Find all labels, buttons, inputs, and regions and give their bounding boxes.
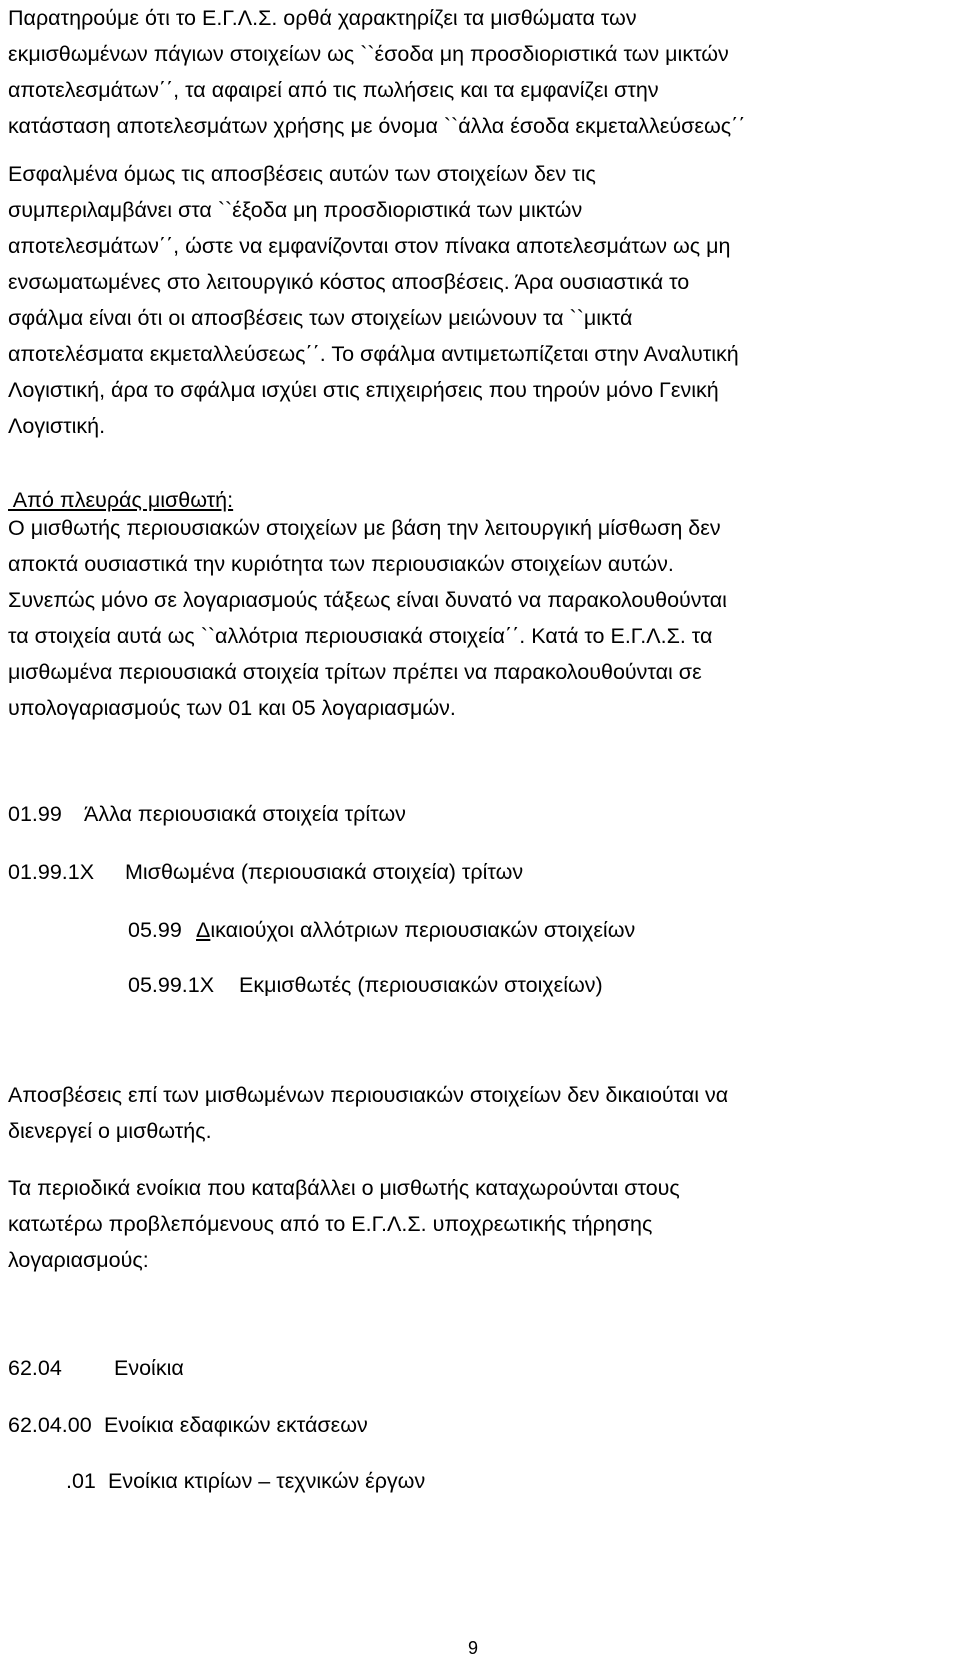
paragraph-2 [8,156,948,444]
text-line: Ο μισθωτής περιουσιακών στοιχείων με βάση την λειτουργική μίσθωση δεν [8,516,721,540]
text-line: αποτελέσματα εκμεταλλεύσεως΄΄. Το σφάλμα αντιμετωπίζεται στην Αναλυτική [8,342,739,366]
text-line: κατωτέρω προβλεπόμενους από το Ε.Γ.Λ.Σ. υποχρεωτικής τήρησης [8,1212,653,1236]
account-label: Ενοίκια εδαφικών εκτάσεων [104,1413,368,1437]
text-line: συμπεριλαμβάνει στα ``έξοδα μη προσδιοριστικά των μικτών [8,198,583,222]
text-line: εκμισθωμένων πάγιων στοιχείων ως ``έσοδα μη προσδιοριστικά των μικτών [8,42,729,66]
account-label-rest: ικαιούχοι αλλότριων περιουσιακών στοιχείων [210,918,636,942]
account-entry [66,1466,425,1496]
account-code: 05.99 [128,918,182,942]
account-label-initial: Δ [196,918,211,942]
account-entry [128,970,603,1000]
account-entry [8,799,406,829]
text-line: αποτελεσμάτων΄΄, τα αφαιρεί από τις πωλήσεις και τα εμφανίζει στην [8,78,659,102]
account-code: 62.04.00 [8,1413,92,1437]
paragraph-3 [8,510,948,726]
account-code: 01.99 [8,802,62,826]
account-label: Ενοίκια κτιρίων – τεχνικών έργων [108,1469,426,1493]
text-line: Εσφαλμένα όμως τις αποσβέσεις αυτών των στοιχείων δεν τις [8,162,596,186]
section-heading: Από πλευράς μισθωτή: [8,488,234,512]
account-code: 01.99.1Χ [8,860,95,884]
account-entry [8,857,523,887]
account-entry [128,915,635,945]
text-line: Παρατηρούμε ότι το Ε.Γ.Λ.Σ. ορθά χαρακτηρίζει τα μισθώματα των [8,6,637,30]
account-code: 62.04 [8,1356,62,1380]
text-line: αποκτά ουσιαστικά την κυριότητα των περιουσιακών στοιχείων αυτών. [8,552,674,576]
text-line: μισθωμένα περιουσιακά στοιχεία τρίτων πρέπει να παρακολουθούνται σε [8,660,702,684]
page-number: 9 [468,1638,479,1658]
text-line: ενσωματωμένες στο λειτουργικό κόστος αποσβέσεις. Άρα ουσιαστικά το [8,270,690,294]
text-line: υπολογαριασμούς των 01 και 05 λογαριασμών. [8,696,456,720]
text-line: Λογιστική, άρα το σφάλμα ισχύει στις επιχειρήσεις που τηρούν μόνο Γενική [8,378,719,402]
text-line: Αποσβέσεις επί των μισθωμένων περιουσιακών στοιχείων δεν δικαιούται να [8,1083,729,1107]
text-line: Λογιστική. [8,414,106,438]
text-line: διενεργεί ο μισθωτής. [8,1119,212,1143]
text-line: λογαριασμούς: [8,1248,149,1272]
paragraph-5 [8,1170,948,1278]
text-line: τα στοιχεία αυτά ως ``αλλότρια περιουσιακά στοιχεία΄΄. Κατά το Ε.Γ.Λ.Σ. τα [8,624,713,648]
paragraph-1 [8,0,948,144]
account-label: Μισθωμένα (περιουσιακά στοιχεία) τρίτων [125,860,524,884]
account-label: Ενοίκια [114,1356,184,1380]
account-entry [8,1410,368,1440]
text-line: Συνεπώς μόνο σε λογαριασμούς τάξεως είναι δυνατό να παρακολουθούνται [8,588,727,612]
text-line: αποτελεσμάτων΄΄, ώστε να εμφανίζονται στον πίνακα αποτελεσμάτων ως μη [8,234,731,258]
account-code: .01 [66,1469,96,1493]
account-label: Εκμισθωτές (περιουσιακών στοιχείων) [239,973,603,997]
account-entry [8,1353,184,1383]
paragraph-4 [8,1077,948,1149]
text-line: σφάλμα είναι ότι οι αποσβέσεις των στοιχείων μειώνουν τα ``μικτά [8,306,633,330]
account-label [196,915,635,945]
account-code: 05.99.1Χ [128,973,215,997]
text-line: κατάσταση αποτελεσμάτων χρήσης με όνομα ``άλλα έσοδα εκμεταλλεύσεως΄΄ [8,114,746,138]
account-label: Άλλα περιουσιακά στοιχεία τρίτων [84,802,406,826]
text-line: Τα περιοδικά ενοίκια που καταβάλλει ο μισθωτής καταχωρούνται στους [8,1176,680,1200]
